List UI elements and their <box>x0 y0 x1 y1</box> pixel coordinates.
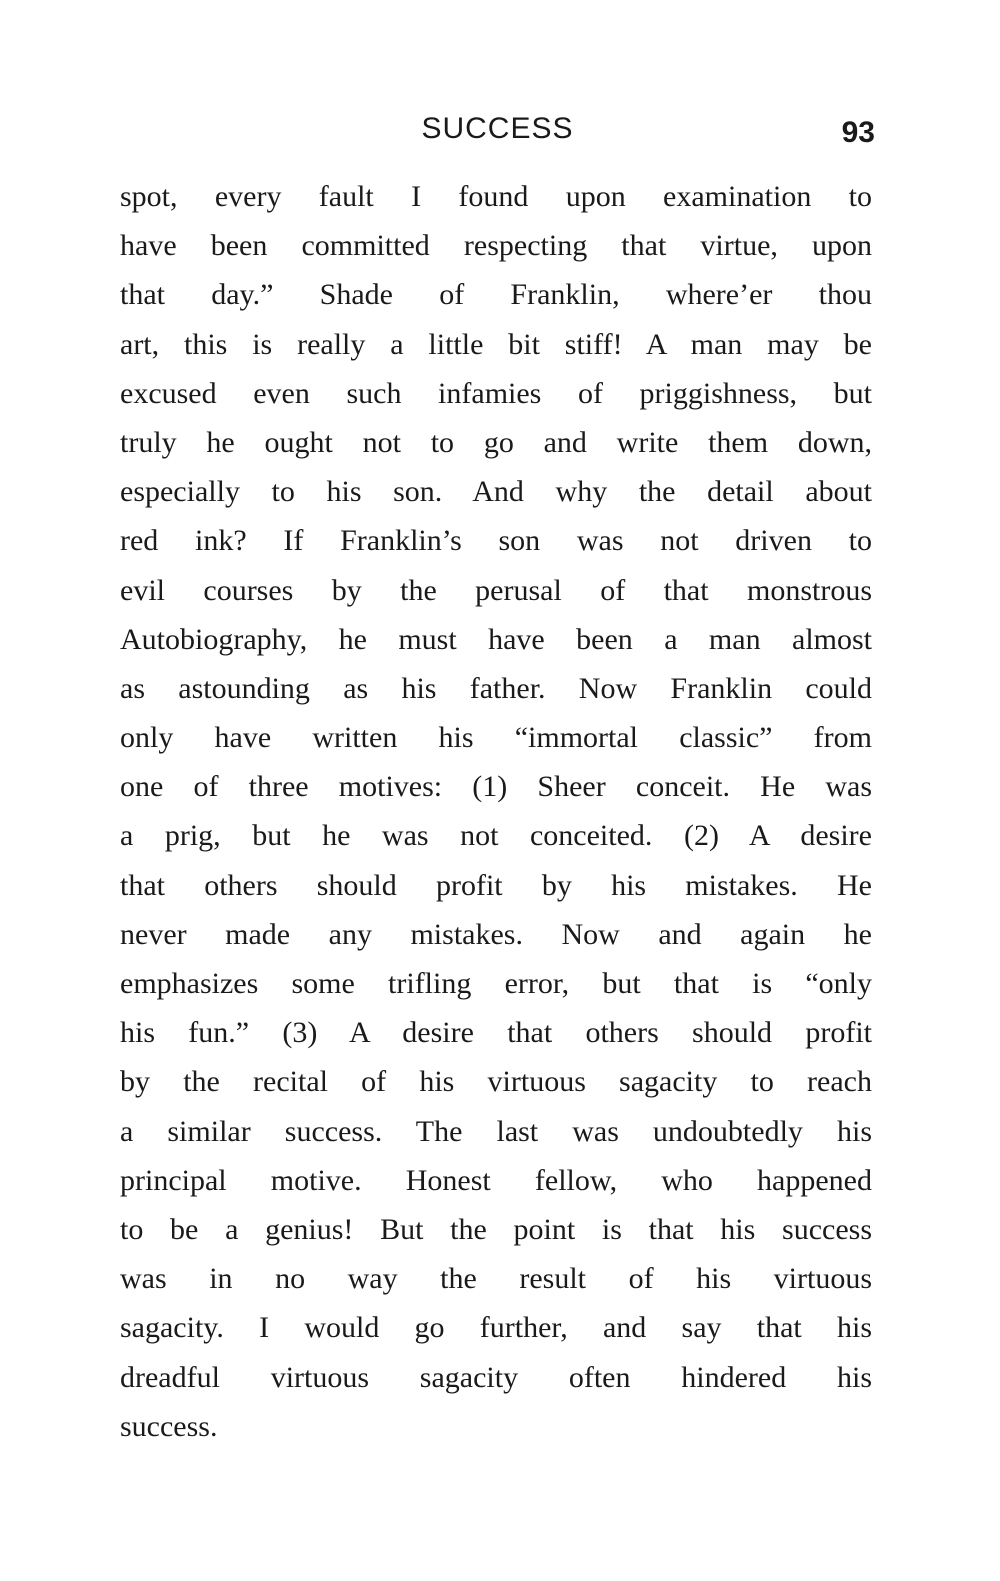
text-line: success. <box>120 1409 218 1443</box>
running-title: SUCCESS <box>421 112 574 145</box>
text-line: his fun.” (3) A desire that others should profit <box>120 1016 872 1050</box>
text-line: that others should profit by his mistakes. He <box>120 868 872 902</box>
text-line: art, this is really a little bit stiff! A man may be <box>120 327 872 361</box>
text-line: truly he ought not to go and write them down, <box>120 425 872 459</box>
text-line: a similar success. The last was undoubtedly his <box>120 1114 872 1148</box>
text-line: as astounding as his father. Now Franklin could <box>120 671 872 705</box>
text-line: a prig, but he was not conceited. (2) A desire <box>120 819 872 853</box>
text-line: principal motive. Honest fellow, who happened <box>120 1163 872 1197</box>
text-line: spot, every fault I found upon examination to <box>120 180 872 213</box>
text-line: that day.” Shade of Franklin, where’er thou <box>120 278 872 312</box>
text-line: one of three motives: (1) Sheer conceit. He was <box>120 770 872 804</box>
text-line: emphasizes some trifling error, but that is “only <box>120 967 872 1000</box>
body-paragraph <box>120 172 872 1451</box>
page-number: 93 <box>841 116 875 149</box>
text-line: especially to his son. And why the detail about <box>120 475 872 509</box>
text-line: to be a genius! But the point is that his success <box>120 1212 872 1246</box>
text-line: only have written his “immortal classic” from <box>120 721 872 755</box>
text-line: by the recital of his virtuous sagacity to reach <box>120 1065 872 1099</box>
text-line: evil courses by the perusal of that monstrous <box>120 573 872 607</box>
text-line: red ink? If Franklin’s son was not driven to <box>120 524 872 558</box>
text-line: sagacity. I would go further, and say that his <box>120 1311 872 1345</box>
text-line: dreadful virtuous sagacity often hindered his <box>120 1360 872 1394</box>
text-line: excused even such infamies of priggishness, but <box>120 376 872 410</box>
text-line: have been committed respecting that virtue, upon <box>120 229 872 263</box>
running-head <box>120 112 875 160</box>
text-line: never made any mistakes. Now and again he <box>120 917 872 951</box>
text-line: Autobiography, he must have been a man almost <box>120 622 872 656</box>
text-line: was in no way the result of his virtuous <box>120 1262 872 1296</box>
